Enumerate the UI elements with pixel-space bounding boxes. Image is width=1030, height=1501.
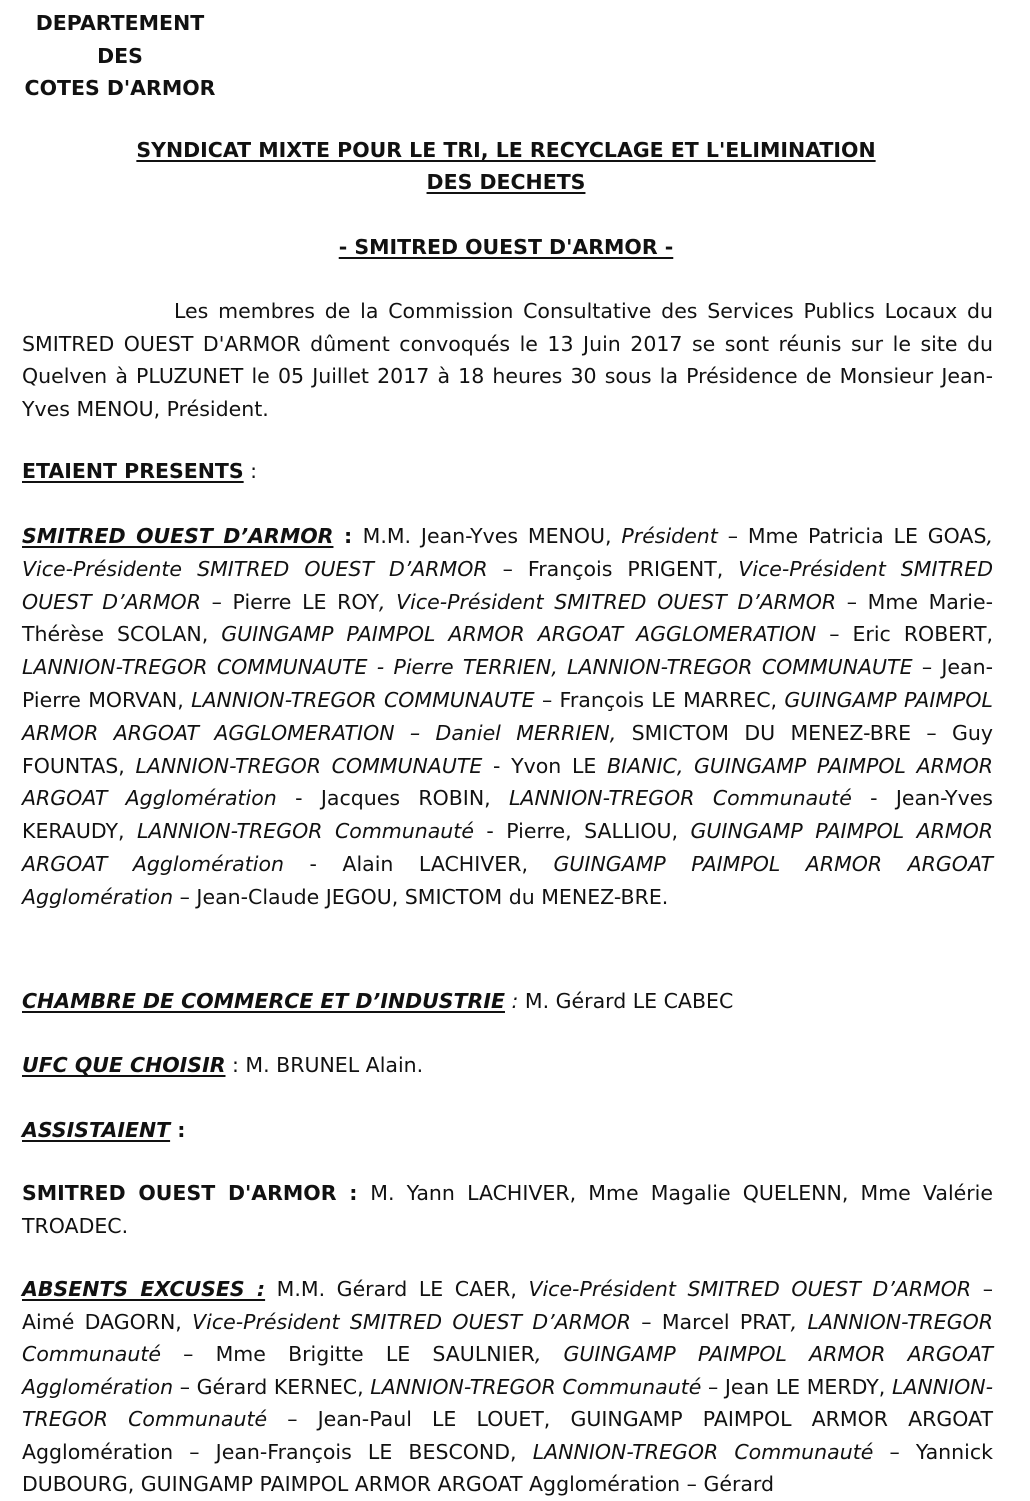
assist-heading-colon: : [170, 1118, 186, 1142]
member-text: – Jean-Pierre MORVAN, [22, 655, 993, 712]
member-text: – Yannick DUBOURG, GUINGAMP PAIMPOL ARMOR ARGOAT Agglomération – Gérard [22, 1439, 993, 1496]
ufc-member: : M. BRUNEL Alain. [225, 1053, 424, 1077]
affiliation-text: LANNION-TREGOR COMMUNAUTE - Pierre TERRIEN, LANNION-TREGOR COMMUNAUTE [22, 655, 913, 680]
affiliation-text: LANNION-TREGOR Communauté [532, 1439, 874, 1464]
title-text: SYNDICAT MIXTE POUR LE TRI, LE RECYCLAGE ET L'ELIMINATION [136, 138, 876, 162]
affiliation-text: Vice-Président SMITRED OUEST D’ARMOR [528, 1277, 972, 1301]
affiliation-text: LANNION-TREGOR COMMUNAUTE [135, 753, 483, 778]
affiliation-text: LANNION-TREGOR Communauté [137, 819, 474, 844]
subtitle-text: - SMITRED OUEST D'ARMOR - [338, 235, 674, 259]
member-text: - Jean-Yves KERAUDY, [22, 786, 993, 844]
presents-heading-text: ETAIENT PRESENTS [22, 459, 244, 483]
title-text: DES DECHETS [426, 170, 586, 194]
member-text: – Mme Brigitte LE SAULNIER [161, 1342, 535, 1366]
member-text: – Jean-Paul LE LOUET, GUINGAMP PAIMPOL ARMOR ARGOAT Agglomération – Jean-François LE BESCOND, [22, 1407, 993, 1464]
affiliation-text: GUINGAMP PAIMPOL ARMOR ARGOAT Agglomération [22, 819, 993, 876]
affiliation-text: , LANNION-TREGOR Communauté [22, 1309, 993, 1366]
cci-paragraph [22, 985, 993, 1018]
member-text: – François PRIGENT, [487, 556, 739, 581]
cci-member: M. Gérard LE CABEC [518, 989, 734, 1013]
document-subtitle [0, 231, 1012, 263]
staff-members: M. Yann LACHIVER, Mme Magalie QUELENN, Mme Valérie TROADEC. [22, 1181, 993, 1238]
member-text: - Jacques ROBIN, [276, 786, 509, 811]
member-text: – Mme Marie-Thérèse SCOLAN, [22, 589, 993, 647]
affiliation-text: LANNION-TREGOR Communauté [22, 1374, 993, 1431]
department-header [20, 7, 220, 105]
document-title-line-1 [0, 134, 1012, 166]
intro-paragraph [22, 295, 993, 425]
member-text: - Alain LACHIVER, [284, 851, 554, 876]
member-text: – Eric ROBERT, [816, 622, 994, 647]
presents-heading [22, 455, 993, 488]
affiliation-text: LANNION-TREGOR Communauté [370, 1374, 702, 1399]
member-text: – François LE MARREC, [534, 687, 785, 712]
affiliation-text: GUINGAMP PAIMPOL ARMOR ARGOAT AGGLOMERATION [221, 622, 817, 647]
affiliation-text: GUINGAMP PAIMPOL ARMOR ARGOAT AGGLOMERATION – Daniel MERRIEN, [22, 687, 993, 745]
department-line: COTES D'ARMOR [24, 76, 216, 100]
affiliation-text: , GUINGAMP PAIMPOL ARMOR ARGOAT Agglomération [22, 1342, 993, 1399]
member-text: – Jean LE MERDY, [701, 1374, 892, 1399]
smitred-colon: : [333, 524, 363, 548]
member-text: – Pierre LE ROY [200, 589, 379, 614]
absents-label: ABSENTS EXCUSES : [22, 1277, 266, 1301]
member-text: – Marcel PRAT [630, 1309, 791, 1334]
intro-text: Les membres de la Commission Consultative des Services Publics Locaux du SMITRED OUEST D'ARMOR dûment convoqués le 13 Juin 2017 se sont réunis sur le site du Quelven à PLUZUNET le 05 Juillet 2017 à 18 heures 30 sous la Présidence de Monsieur Jean-Yves MENOU, Président. [22, 299, 993, 421]
smitred-members-paragraph [22, 520, 993, 914]
ufc-paragraph [22, 1049, 993, 1082]
member-text: – Jean-Claude JEGOU, SMICTOM du MENEZ-BRE. [173, 884, 669, 909]
document-title-line-2 [0, 166, 1012, 198]
cci-colon: : [504, 989, 519, 1013]
affiliation-text: LANNION-TREGOR Communauté [509, 786, 852, 811]
member-text: - Pierre, SALLIOU, [473, 819, 691, 844]
department-line: DES [97, 43, 143, 68]
affiliation-text: , Vice-Président SMITRED OUEST D’ARMOR [378, 589, 837, 614]
member-text: M.M. Jean-Yves MENOU, [362, 524, 622, 548]
presents-heading-colon: : [243, 459, 258, 483]
member-text: – Gérard KERNEC, [173, 1374, 371, 1399]
affiliation-text: , Vice-Présidente SMITRED OUEST D’ARMOR [22, 524, 993, 581]
affiliation-text: Vice-Président SMITRED OUEST D’ARMOR [22, 556, 994, 614]
assist-heading [22, 1114, 993, 1147]
ufc-label: UFC QUE CHOISIR [22, 1053, 226, 1077]
member-text: SMICTOM DU MENEZ-BRE – Guy FOUNTAS, [22, 720, 993, 778]
department-line: DEPARTEMENT [35, 11, 205, 35]
member-text: M.M. Gérard LE CAER, [265, 1277, 529, 1301]
member-text: - Yvon LE [482, 753, 607, 778]
affiliation-text: GUINGAMP PAIMPOL ARMOR ARGOAT Agglomération [22, 851, 993, 909]
absents-paragraph [22, 1273, 993, 1501]
assist-heading-text: ASSISTAIENT [22, 1118, 171, 1142]
affiliation-text: BIANIC, GUINGAMP PAIMPOL ARMOR ARGOAT Agglomération [22, 753, 993, 811]
staff-label: SMITRED OUEST D'ARMOR : [22, 1181, 371, 1205]
affiliation-text: Président [621, 524, 718, 548]
affiliation-text: LANNION-TREGOR COMMUNAUTE [191, 687, 535, 712]
member-text: – Mme Patricia LE GOAS [717, 524, 987, 548]
smitred-label: SMITRED OUEST D’ARMOR [22, 524, 334, 548]
staff-paragraph [22, 1177, 993, 1242]
cci-label: CHAMBRE DE COMMERCE ET D’INDUSTRIE [22, 989, 505, 1013]
affiliation-text: Vice-Président SMITRED OUEST D’ARMOR [192, 1309, 631, 1334]
member-text: – Aimé DAGORN, [22, 1277, 994, 1334]
